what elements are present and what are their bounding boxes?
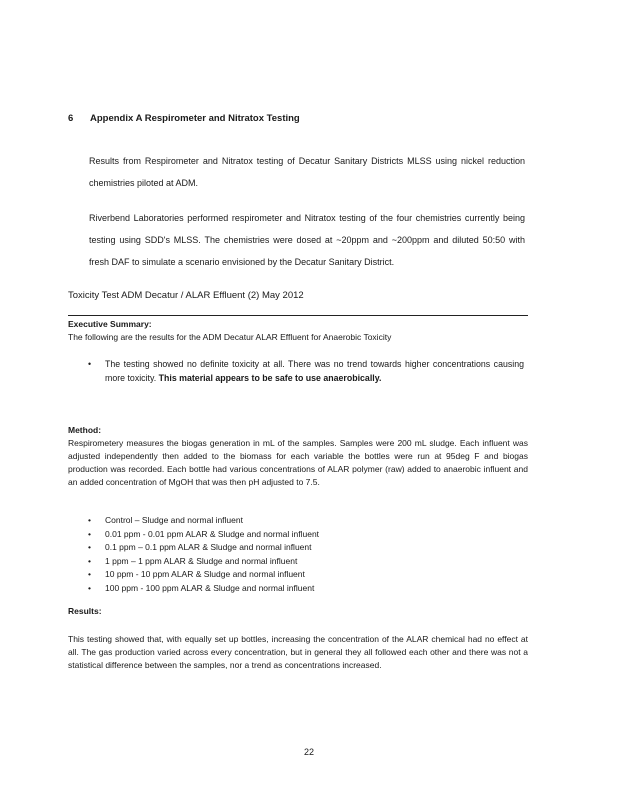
executive-summary bbox=[68, 318, 528, 344]
riverbend-paragraph: Riverbend Laboratories performed respirometer and Nitratox testing of the four chemistries currently being testing using SDD's MLSS. The chemistries were dosed at ~20ppm and ~200ppm and diluted 50:50 with fresh DAF to simulate a scenario envisioned by the Decatur Sanitary District. bbox=[89, 213, 525, 267]
list-item: • 100 ppm - 100 ppm ALAR & Sludge and normal influent bbox=[88, 582, 488, 596]
executive-summary-label: Executive Summary: bbox=[68, 319, 152, 329]
exec-bullet-bold-text: This material appears to be safe to use anaerobically. bbox=[158, 373, 382, 383]
sample-list bbox=[88, 514, 488, 596]
intro-paragraph: Results from Respirometer and Nitratox testing of Decatur Sanitary Districts MLSS using nickel reduction chemistries piloted at ADM. bbox=[89, 156, 525, 188]
report-title: Toxicity Test ADM Decatur / ALAR Effluent (2) May 2012 bbox=[68, 290, 304, 301]
exec-bullet-text: The testing showed no definite toxicity at all. There was no trend towards higher concentrations causing more toxicity. bbox=[105, 359, 524, 383]
bullet-icon: • bbox=[88, 515, 91, 525]
method-section bbox=[68, 424, 528, 489]
bullet-icon: • bbox=[88, 542, 91, 553]
section-heading bbox=[68, 113, 300, 124]
page-number: 22 bbox=[303, 747, 314, 757]
bullet-icon: • bbox=[88, 359, 92, 369]
title-divider bbox=[68, 315, 528, 316]
list-item: • 0.1 ppm – 0.1 ppm ALAR & Sludge and normal influent bbox=[88, 541, 488, 555]
bullet-icon: • bbox=[88, 569, 91, 580]
bullet-icon: • bbox=[88, 582, 91, 593]
bullet-icon: • bbox=[88, 555, 91, 566]
list-item: • Control – Sludge and normal influent bbox=[88, 514, 488, 528]
section-title: Appendix A Respirometer and Nitratox Testing bbox=[90, 113, 300, 124]
list-item: • 10 ppm - 10 ppm ALAR & Sludge and normal influent bbox=[88, 568, 488, 582]
method-label: Method: bbox=[68, 425, 102, 435]
executive-summary-bullet bbox=[88, 357, 524, 385]
list-item: • 1 ppm – 1 ppm ALAR & Sludge and normal influent bbox=[88, 555, 488, 569]
executive-summary-intro: The following are the results for the ADM Decatur ALAR Effluent for Anaerobic Toxicity bbox=[68, 332, 392, 342]
section-number: 6 bbox=[68, 113, 74, 124]
results-body: This testing showed that, with equally set up bottles, increasing the concentration of the ALAR chemical had no effect at all. The gas production varied across every concentration, but in general they all followed each other and there was not a statistical difference between the samples, nor a trend as concentrations increased. bbox=[68, 634, 528, 670]
method-body: Respirometery measures the biogas generation in mL of the samples. Samples were 200 mL sludge. Each influent was adjusted independently then added to the biomass for each variable the bottles were run at 95deg F and biogas production was recorded. Each bottle had various concentrations of ALAR polymer (raw) added to anaerobic influent and an added concentration of MgOH that was then pH adjusted to 7.5. bbox=[68, 438, 528, 487]
bullet-icon: • bbox=[88, 528, 91, 539]
results-label: Results: bbox=[68, 606, 102, 616]
list-item: • 0.01 ppm - 0.01 ppm ALAR & Sludge and normal influent bbox=[88, 528, 488, 542]
